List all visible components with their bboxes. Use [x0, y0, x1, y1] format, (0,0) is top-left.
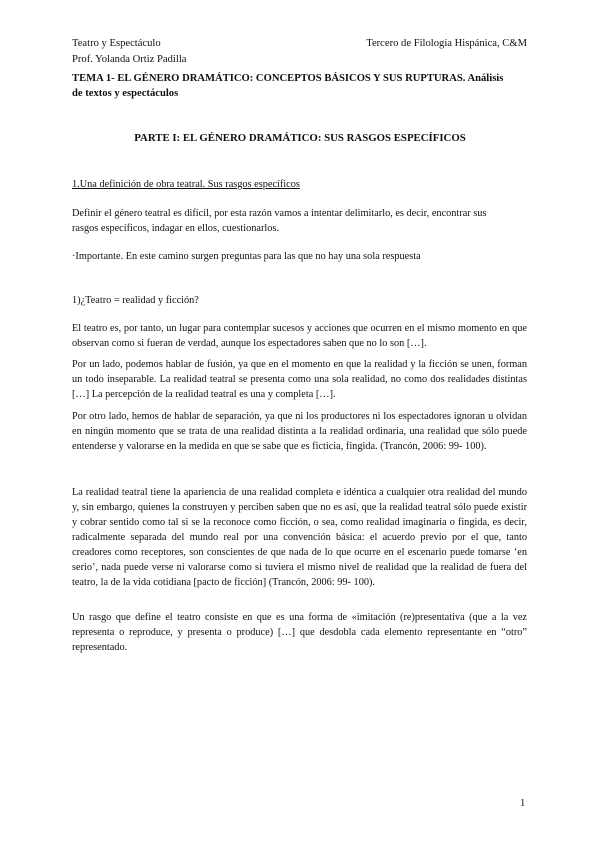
header-course: Teatro y Espectáculo: [72, 38, 161, 49]
section-heading: 1.Una definición de obra teatral. Sus rasgos específicos: [72, 179, 300, 190]
tema-title-line2: de textos y espectáculos: [72, 88, 179, 99]
page-number: 1: [520, 798, 526, 809]
intro-line1: Definir el género teatral es difícil, por esta razón vamos a intentar delimitarlo, es decir, encontrar sus: [72, 208, 487, 219]
paragraph-2: Por un lado, podemos hablar de fusión, ya que en el momento en que la realidad y la ficción se unen, forman un todo inseparable. La realidad teatral se presenta como una sola realidad, no como dos realidades distintas […] La percepción de la realidad teatral es una y completa […].: [72, 359, 527, 400]
header-year: Tercero de Filología Hispánica, C&M: [366, 38, 527, 49]
important-note: ·Importante. En este camino surgen preguntas para las que no hay una sola respuesta: [72, 251, 421, 262]
paragraph-4: La realidad teatral tiene la apariencia de una realidad completa e idéntica a cualquier otra realidad del mundo y, sin embargo, quienes la construyen y perciben saben que no es así, que la realidad teatral sólo puede existir y cobrar sentido como tal si se la reconoce como ficción, o sea, como realidad imaginaria o fingida, es decir, radicalmente separada del mundo real por una convención básica: el acuerdo previo por el que, tanto creadores como receptores, son conscientes de que nada de lo que ocurre en el escenario puede tomarse ‘en serio’, nada puede verse ni valorarse como si tuviera el mismo nivel de realidad que la realidad de fuera del teatro, la de la vida cotidiana [pacto de ficción] (Trancón, 2006: 99- 100).: [72, 487, 527, 588]
question-heading: 1)¿Teatro = realidad y ficción?: [72, 295, 199, 306]
part-title: PARTE I: EL GÉNERO DRAMÁTICO: SUS RASGOS ESPECÍFICOS: [134, 132, 466, 144]
header-professor: Prof. Yolanda Ortiz Padilla: [72, 54, 187, 65]
paragraph-5: Un rasgo que define el teatro consiste en que es una forma de «imitación (re)presentativa (que a la vez representa o reproduce, y presenta o produce) […] que desdobla cada elemento representante en “otro” representado.: [72, 612, 527, 653]
paragraph-1: El teatro es, por tanto, un lugar para contemplar sucesos y acciones que ocurren en el mismo momento en que observan como si fueran de verdad, aunque los espectadores saben que no lo son […].: [72, 323, 527, 349]
tema-title-line1: TEMA 1- EL GÉNERO DRAMÁTICO: CONCEPTOS BÁSICOS Y SUS RUPTURAS. Análisis: [72, 73, 504, 84]
paragraph-3: Por otro lado, hemos de hablar de separación, ya que ni los productores ni los espectadores ignoran u olvidan en ningún momento que se trata de una realidad distinta a la realidad ordinaria, una realidad que sólo puede entenderse y valorarse en la medida en que se sabe que es ficticia, fingida. (Trancón, 2006: 99- 100).: [72, 411, 527, 452]
intro-line2: rasgos específicos, indagar en ellos, cuestionarlos.: [72, 223, 280, 234]
